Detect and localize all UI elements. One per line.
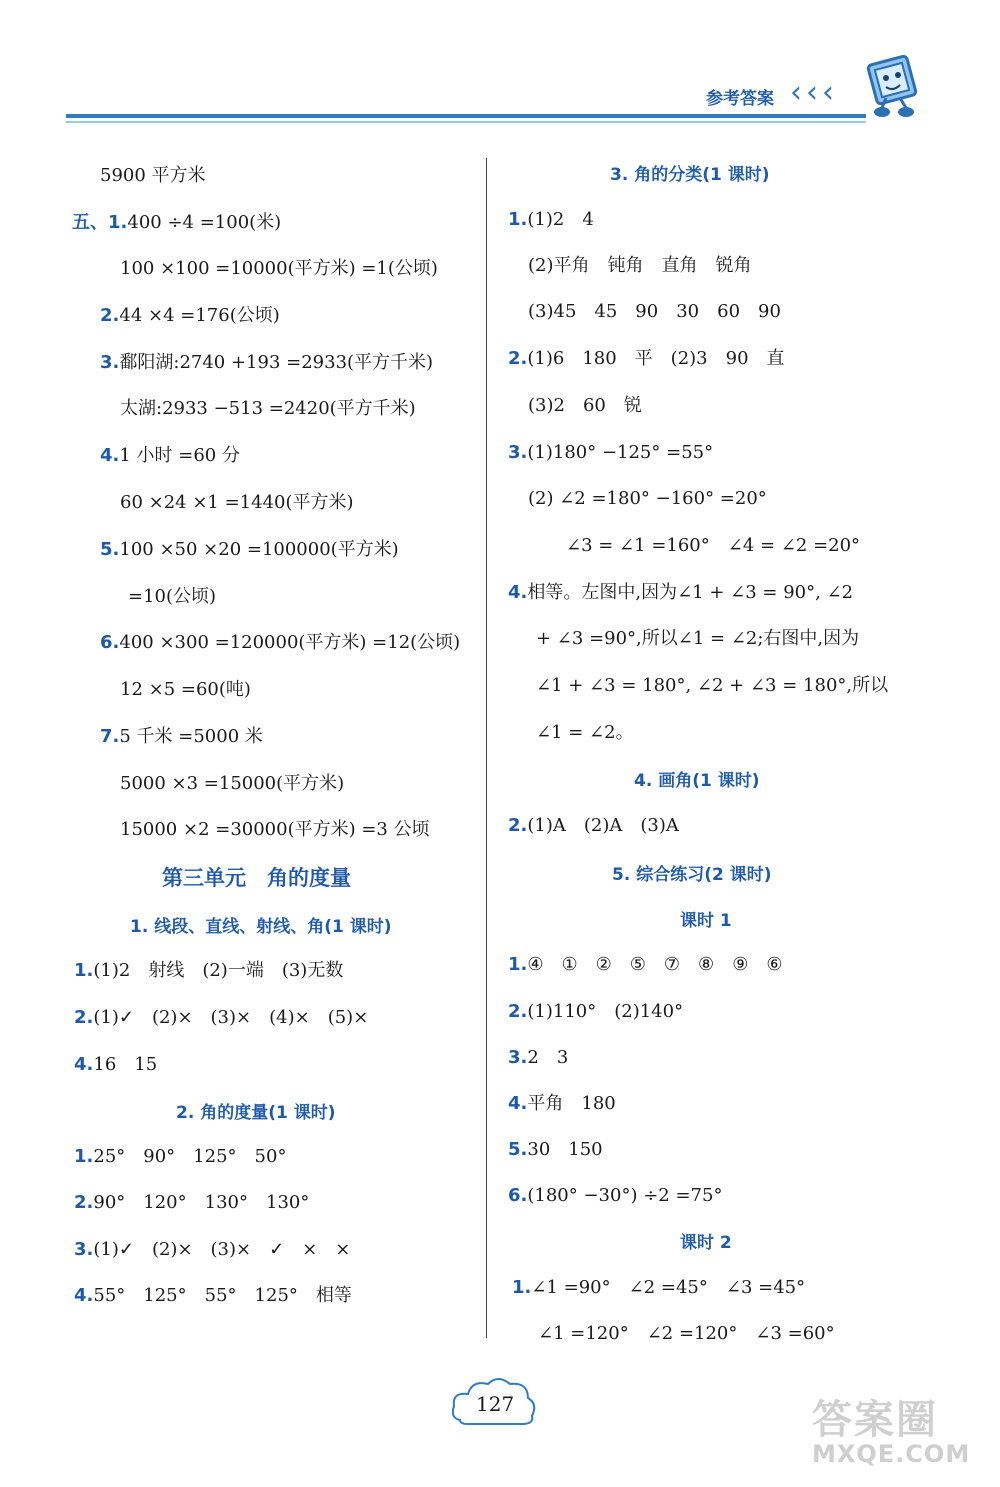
section-title: 3. 角的分类(1 课时) [610,165,770,185]
answer-line: 3.鄱阳湖:2740 +193 =2933(平方千米) [100,352,434,373]
page-number: 127 [476,1392,515,1416]
answer-line: + ∠3 =90°,所以∠1 = ∠2;右图中,因为 [536,628,860,649]
answer-line: 4.平角 180 [508,1093,616,1114]
answer-line: 3.(1)180° −125° =55° [508,442,714,463]
lesson-title: 课时 1 [680,911,732,931]
answer-line: 6.(180° −30°) ÷2 =75° [508,1185,723,1206]
answer-line: 1.(1)2 4 [508,209,594,230]
answer-line: 3.(1)✓ (2)× (3)× ✓ × × [74,1239,351,1260]
answer-line: 2.(1)✓ (2)× (3)× (4)× (5)× [74,1007,369,1028]
answer-line: 五、1.400 ÷4 =100(米) [72,212,282,233]
answer-line: (3)2 60 锐 [528,395,642,416]
answer-line: 60 ×24 ×1 =1440(平方米) [120,492,354,513]
header-rule-light [66,121,866,123]
answer-line: ∠1 = ∠2。 [536,722,634,743]
answer-line: ∠1 + ∠3 = 180°, ∠2 + ∠3 = 180°,所以 [536,675,889,696]
answer-line: 1.25° 90° 125° 50° [74,1146,287,1167]
answer-line: ∠1 =120° ∠2 =120° ∠3 =60° [538,1323,835,1344]
answer-line: 7.5 千米 =5000 米 [100,726,263,747]
answer-line: 1.(1)2 射线 (2)一端 (3)无数 [74,960,344,981]
answer-line: (2)平角 钝角 直角 锐角 [528,255,752,276]
answer-line: 12 ×5 =60(吨) [120,679,251,700]
section-title: 2. 角的度量(1 课时) [176,1103,336,1123]
answer-line: =10(公顷) [128,586,217,607]
answer-line: 3.2 3 [508,1047,569,1068]
mascot-book-icon [860,52,930,120]
answer-line: 2.(1)6 180 平 (2)3 90 直 [508,348,785,369]
watermark-logo: 答案圈 [812,1397,938,1443]
answer-line: 2.44 ×4 =176(公顷) [100,305,280,326]
lesson-title: 课时 2 [680,1233,732,1253]
column-divider [486,158,487,1338]
answer-line: 1.∠1 =90° ∠2 =45° ∠3 =45° [512,1277,806,1298]
answer-line: (3)45 45 90 30 60 90 [528,301,781,322]
chevron-left-icon: ‹ [806,75,818,110]
section-title: 1. 线段、直线、射线、角(1 课时) [130,917,392,937]
answer-line: ∠3 = ∠1 =160° ∠4 = ∠2 =20° [566,535,861,556]
answer-line: 4.55° 125° 55° 125° 相等 [74,1285,352,1306]
header-rule [66,114,866,118]
answer-line: 5900 平方米 [100,165,206,186]
answer-line: 2.(1)A (2)A (3)A [508,815,679,836]
answer-line: 5.30 150 [508,1139,603,1160]
answer-line: 1.④ ① ② ⑤ ⑦ ⑧ ⑨ ⑥ [508,954,783,975]
header-title: 参考答案 [706,89,774,109]
answer-line: 4.16 15 [74,1054,158,1075]
answer-line: (2) ∠2 =180° −160° =20° [528,488,767,509]
answer-line: 5000 ×3 =15000(平方米) [120,773,345,794]
unit-title: 第三单元 角的度量 [162,866,351,890]
section-title: 4. 画角(1 课时) [634,771,760,791]
answer-line: 太湖:2933 −513 =2420(平方千米) [120,398,416,419]
chevron-left-icon: ‹ [822,75,834,110]
answer-line: 100 ×100 =10000(平方米) =1(公顷) [120,258,438,279]
answer-line: 2.(1)110° (2)140° [508,1001,684,1022]
answer-line: 15000 ×2 =30000(平方米) =3 公顷 [120,819,430,840]
answer-line: 6.400 ×300 =120000(平方米) =12(公顷) [100,632,461,653]
answer-line: 2.90° 120° 130° 130° [74,1192,310,1213]
answer-line: 4.1 小时 =60 分 [100,445,240,466]
watermark-url: MXQE.COM [812,1440,971,1468]
answer-line: 4.相等。左图中,因为∠1 + ∠3 = 90°, ∠2 [508,582,854,603]
chevron-left-icon: ‹ [790,75,802,110]
answer-line: 5.100 ×50 ×20 =100000(平方米) [100,539,399,560]
section-title: 5. 综合练习(2 课时) [612,865,772,885]
